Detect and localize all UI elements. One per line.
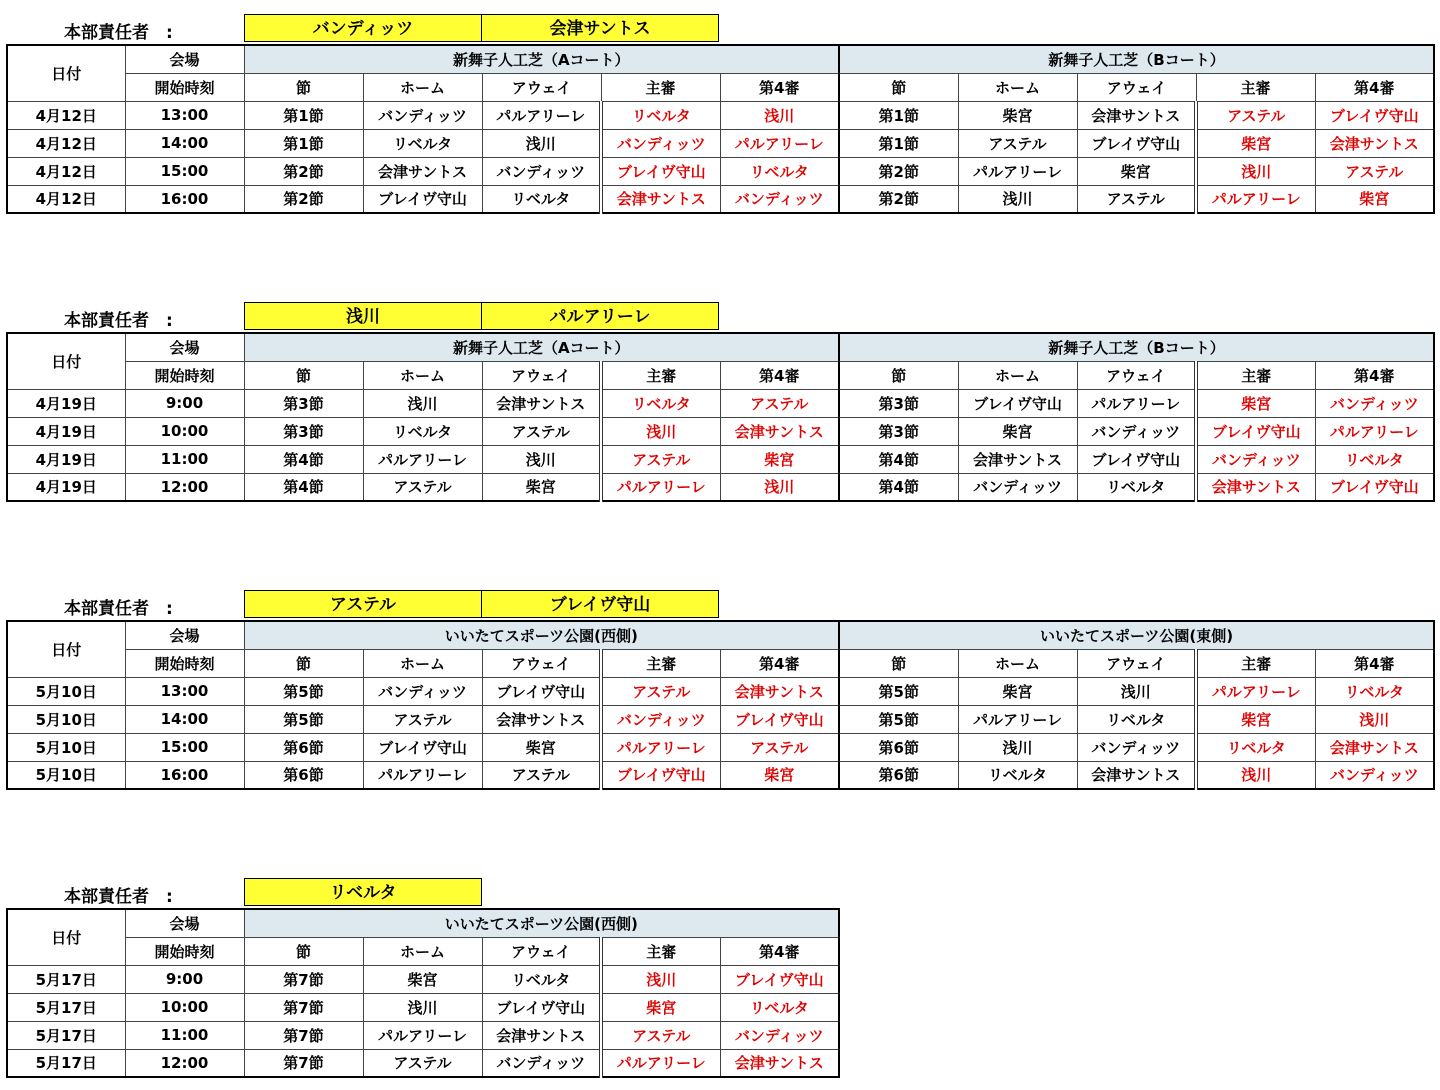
fourth-official-header: 第4審	[720, 73, 839, 101]
round-header: 節	[244, 361, 363, 389]
fourth-official-team: ブレイヴ守山	[1315, 101, 1434, 129]
schedule-table	[6, 620, 1435, 790]
fourth-official-team: リベルタ	[720, 993, 839, 1021]
match-row	[7, 1021, 839, 1049]
hq-team-box: ブレイヴ守山	[481, 590, 719, 618]
home-team: 柴宮	[958, 677, 1077, 705]
home-header: ホーム	[363, 649, 482, 677]
match-time: 14:00	[125, 129, 244, 157]
fourth-official-team: アステル	[720, 389, 839, 417]
match-date: 5月17日	[7, 993, 125, 1021]
away-header: アウェイ	[482, 73, 601, 101]
referee-team: 会津サントス	[601, 185, 720, 213]
match-time: 10:00	[125, 417, 244, 445]
schedule-table	[6, 332, 1435, 502]
referee-header: 主審	[1196, 649, 1315, 677]
home-header: ホーム	[363, 361, 482, 389]
home-team: 浅川	[363, 993, 482, 1021]
hq-label: 本部責任者 :	[64, 23, 173, 43]
hq-row	[8, 302, 1008, 332]
match-round: 第1節	[839, 129, 958, 157]
home-team: パルアリーレ	[958, 157, 1077, 185]
referee-team: アステル	[601, 445, 720, 473]
match-time: 9:00	[125, 389, 244, 417]
fourth-official-team: 浅川	[1315, 705, 1434, 733]
away-team: 会津サントス	[1077, 761, 1196, 789]
home-team: 柴宮	[958, 101, 1077, 129]
referee-team: アステル	[601, 1021, 720, 1049]
match-time: 14:00	[125, 705, 244, 733]
fourth-official-header: 第4審	[720, 937, 839, 965]
home-team: アステル	[958, 129, 1077, 157]
venue-label: 会場	[125, 621, 244, 649]
venue-name: いいたてスポーツ公園(西側)	[244, 909, 839, 937]
match-round: 第2節	[839, 157, 958, 185]
match-date: 5月10日	[7, 761, 125, 789]
fourth-official-team: ブレイヴ守山	[1315, 473, 1434, 501]
referee-team: バンディッツ	[1196, 445, 1315, 473]
referee-team: リベルタ	[601, 389, 720, 417]
time-header: 開始時刻	[125, 649, 244, 677]
referee-team: パルアリーレ	[601, 1049, 720, 1077]
hq-team-box: アステル	[244, 590, 482, 618]
hq-team-box: バンディッツ	[244, 14, 482, 42]
match-round: 第4節	[244, 445, 363, 473]
away-team: 会津サントス	[482, 705, 601, 733]
fourth-official-team: 会津サントス	[720, 677, 839, 705]
schedule-table	[6, 44, 1435, 214]
referee-team: 浅川	[601, 417, 720, 445]
home-team: リベルタ	[363, 417, 482, 445]
home-team: 会津サントス	[958, 445, 1077, 473]
hq-team-box: パルアリーレ	[481, 302, 719, 330]
away-team: 会津サントス	[1077, 101, 1196, 129]
away-team: ブレイヴ守山	[482, 993, 601, 1021]
home-team: バンディッツ	[363, 101, 482, 129]
hq-team-box: リベルタ	[244, 878, 482, 906]
match-round: 第3節	[839, 389, 958, 417]
hq-label: 本部責任者 :	[64, 887, 173, 907]
referee-team: リベルタ	[601, 101, 720, 129]
home-team: パルアリーレ	[363, 1021, 482, 1049]
fourth-official-team: 会津サントス	[720, 1049, 839, 1077]
round-header: 節	[244, 937, 363, 965]
venue-name: いいたてスポーツ公園(東側)	[839, 621, 1434, 649]
match-round: 第7節	[244, 1049, 363, 1077]
away-team: ブレイヴ守山	[482, 677, 601, 705]
match-round: 第7節	[244, 965, 363, 993]
referee-team: 浅川	[601, 965, 720, 993]
home-team: 浅川	[363, 389, 482, 417]
date-header: 日付	[7, 45, 125, 101]
match-date: 5月17日	[7, 1021, 125, 1049]
match-round: 第6節	[839, 733, 958, 761]
fourth-official-team: 会津サントス	[720, 417, 839, 445]
referee-team: ブレイヴ守山	[601, 761, 720, 789]
date-header: 日付	[7, 909, 125, 965]
referee-team: 浅川	[1196, 157, 1315, 185]
match-date: 5月10日	[7, 705, 125, 733]
referee-team: 柴宮	[601, 993, 720, 1021]
date-header: 日付	[7, 621, 125, 677]
time-header: 開始時刻	[125, 937, 244, 965]
away-team: 浅川	[1077, 677, 1196, 705]
match-round: 第4節	[244, 473, 363, 501]
match-round: 第6節	[244, 761, 363, 789]
match-row	[7, 1049, 839, 1077]
venue-label: 会場	[125, 909, 244, 937]
referee-team: 柴宮	[1196, 705, 1315, 733]
round-header: 節	[244, 73, 363, 101]
match-round: 第3節	[244, 417, 363, 445]
fourth-official-header: 第4審	[1315, 649, 1434, 677]
away-team: バンディッツ	[482, 157, 601, 185]
fourth-official-team: パルアリーレ	[720, 129, 839, 157]
match-round: 第5節	[839, 677, 958, 705]
fourth-official-team: リベルタ	[1315, 677, 1434, 705]
away-header: アウェイ	[1077, 361, 1196, 389]
match-time: 10:00	[125, 993, 244, 1021]
home-team: 会津サントス	[363, 157, 482, 185]
hq-label: 本部責任者 :	[64, 311, 173, 331]
fourth-official-header: 第4審	[1315, 73, 1434, 101]
date-header: 日付	[7, 333, 125, 389]
match-time: 12:00	[125, 473, 244, 501]
time-header: 開始時刻	[125, 73, 244, 101]
time-header: 開始時刻	[125, 361, 244, 389]
venue-label: 会場	[125, 45, 244, 73]
match-round: 第6節	[244, 733, 363, 761]
match-round: 第6節	[839, 761, 958, 789]
away-header: アウェイ	[482, 937, 601, 965]
fourth-official-team: バンディッツ	[720, 1021, 839, 1049]
referee-header: 主審	[1196, 361, 1315, 389]
referee-team: パルアリーレ	[1196, 185, 1315, 213]
match-time: 11:00	[125, 1021, 244, 1049]
away-header: アウェイ	[1077, 649, 1196, 677]
referee-team: バンディッツ	[601, 705, 720, 733]
fourth-official-team: 会津サントス	[1315, 129, 1434, 157]
match-round: 第2節	[244, 185, 363, 213]
referee-header: 主審	[601, 73, 720, 101]
match-row	[7, 157, 1434, 185]
match-date: 4月12日	[7, 157, 125, 185]
fourth-official-team: ブレイヴ守山	[720, 705, 839, 733]
fourth-official-team: リベルタ	[720, 157, 839, 185]
away-team: 浅川	[482, 129, 601, 157]
match-row	[7, 965, 839, 993]
away-header: アウェイ	[482, 649, 601, 677]
home-team: 柴宮	[363, 965, 482, 993]
fourth-official-team: 会津サントス	[1315, 733, 1434, 761]
home-team: バンディッツ	[958, 473, 1077, 501]
fourth-official-team: アステル	[720, 733, 839, 761]
fourth-official-team: 浅川	[720, 473, 839, 501]
home-header: ホーム	[958, 649, 1077, 677]
fourth-official-team: 柴宮	[1315, 185, 1434, 213]
match-round: 第5節	[839, 705, 958, 733]
home-header: ホーム	[958, 73, 1077, 101]
match-round: 第4節	[839, 473, 958, 501]
referee-team: アステル	[1196, 101, 1315, 129]
away-team: アステル	[482, 761, 601, 789]
away-team: リベルタ	[1077, 473, 1196, 501]
match-time: 13:00	[125, 101, 244, 129]
away-team: 柴宮	[482, 473, 601, 501]
match-round: 第2節	[839, 185, 958, 213]
match-date: 4月19日	[7, 417, 125, 445]
match-time: 12:00	[125, 1049, 244, 1077]
round-header: 節	[244, 649, 363, 677]
venue-label: 会場	[125, 333, 244, 361]
match-date: 4月19日	[7, 473, 125, 501]
referee-team: 柴宮	[1196, 129, 1315, 157]
match-time: 13:00	[125, 677, 244, 705]
match-time: 15:00	[125, 733, 244, 761]
match-round: 第3節	[244, 389, 363, 417]
match-date: 5月10日	[7, 733, 125, 761]
match-row	[7, 993, 839, 1021]
home-header: ホーム	[363, 937, 482, 965]
venue-name: 新舞子人工芝（Aコート）	[244, 45, 839, 73]
match-row	[7, 101, 1434, 129]
referee-team: アステル	[601, 677, 720, 705]
home-team: ブレイヴ守山	[363, 185, 482, 213]
referee-team: リベルタ	[1196, 733, 1315, 761]
fourth-official-team: アステル	[1315, 157, 1434, 185]
home-team: パルアリーレ	[363, 445, 482, 473]
home-team: アステル	[363, 1049, 482, 1077]
fourth-official-header: 第4審	[720, 649, 839, 677]
match-time: 16:00	[125, 761, 244, 789]
hq-row	[8, 590, 1008, 620]
hq-team-box: 会津サントス	[481, 14, 719, 42]
away-team: ブレイヴ守山	[1077, 129, 1196, 157]
away-team: 浅川	[482, 445, 601, 473]
match-date: 4月19日	[7, 445, 125, 473]
away-team: 会津サントス	[482, 1021, 601, 1049]
match-round: 第1節	[244, 129, 363, 157]
round-header: 節	[839, 649, 958, 677]
away-team: バンディッツ	[1077, 733, 1196, 761]
match-time: 15:00	[125, 157, 244, 185]
away-team: バンディッツ	[1077, 417, 1196, 445]
away-team: リベルタ	[482, 185, 601, 213]
referee-team: 柴宮	[1196, 389, 1315, 417]
hq-row	[8, 14, 1008, 44]
home-header: ホーム	[958, 361, 1077, 389]
away-team: アステル	[1077, 185, 1196, 213]
referee-header: 主審	[1196, 73, 1315, 101]
match-date: 4月19日	[7, 389, 125, 417]
away-header: アウェイ	[1077, 73, 1196, 101]
home-team: ブレイヴ守山	[363, 733, 482, 761]
home-team: バンディッツ	[363, 677, 482, 705]
venue-name: いいたてスポーツ公園(西側)	[244, 621, 839, 649]
match-round: 第1節	[839, 101, 958, 129]
fourth-official-team: バンディッツ	[720, 185, 839, 213]
referee-team: ブレイヴ守山	[601, 157, 720, 185]
match-round: 第5節	[244, 705, 363, 733]
home-team: ブレイヴ守山	[958, 389, 1077, 417]
match-row	[7, 417, 1434, 445]
referee-team: バンディッツ	[601, 129, 720, 157]
fourth-official-team: 柴宮	[720, 761, 839, 789]
hq-label: 本部責任者 :	[64, 599, 173, 619]
match-date: 4月12日	[7, 129, 125, 157]
match-round: 第7節	[244, 1021, 363, 1049]
away-team: 柴宮	[1077, 157, 1196, 185]
away-team: リベルタ	[1077, 705, 1196, 733]
match-row	[7, 705, 1434, 733]
home-team: リベルタ	[363, 129, 482, 157]
fourth-official-team: バンディッツ	[1315, 761, 1434, 789]
referee-team: ブレイヴ守山	[1196, 417, 1315, 445]
match-date: 5月17日	[7, 1049, 125, 1077]
round-header: 節	[839, 361, 958, 389]
round-header: 節	[839, 73, 958, 101]
away-team: リベルタ	[482, 965, 601, 993]
hq-row	[8, 878, 1008, 908]
match-row	[7, 389, 1434, 417]
match-date: 4月12日	[7, 185, 125, 213]
home-team: パルアリーレ	[363, 761, 482, 789]
match-row	[7, 473, 1434, 501]
fourth-official-team: リベルタ	[1315, 445, 1434, 473]
match-date: 5月10日	[7, 677, 125, 705]
match-row	[7, 185, 1434, 213]
match-row	[7, 677, 1434, 705]
home-team: アステル	[363, 473, 482, 501]
away-team: 会津サントス	[482, 389, 601, 417]
fourth-official-team: ブレイヴ守山	[720, 965, 839, 993]
hq-team-box: 浅川	[244, 302, 482, 330]
match-date: 4月12日	[7, 101, 125, 129]
referee-team: パルアリーレ	[601, 733, 720, 761]
referee-header: 主審	[601, 361, 720, 389]
fourth-official-team: 浅川	[720, 101, 839, 129]
away-team: パルアリーレ	[482, 101, 601, 129]
away-team: バンディッツ	[482, 1049, 601, 1077]
home-team: 浅川	[958, 185, 1077, 213]
home-team: リベルタ	[958, 761, 1077, 789]
match-row	[7, 445, 1434, 473]
referee-header: 主審	[601, 937, 720, 965]
match-round: 第1節	[244, 101, 363, 129]
match-round: 第5節	[244, 677, 363, 705]
home-team: アステル	[363, 705, 482, 733]
referee-team: 会津サントス	[1196, 473, 1315, 501]
referee-header: 主審	[601, 649, 720, 677]
match-round: 第3節	[839, 417, 958, 445]
fourth-official-header: 第4審	[1315, 361, 1434, 389]
fourth-official-team: バンディッツ	[1315, 389, 1434, 417]
match-round: 第4節	[839, 445, 958, 473]
venue-name: 新舞子人工芝（Aコート）	[244, 333, 839, 361]
fourth-official-team: パルアリーレ	[1315, 417, 1434, 445]
match-date: 5月17日	[7, 965, 125, 993]
match-row	[7, 733, 1434, 761]
match-time: 16:00	[125, 185, 244, 213]
home-team: パルアリーレ	[958, 705, 1077, 733]
match-round: 第7節	[244, 993, 363, 1021]
away-team: 柴宮	[482, 733, 601, 761]
venue-name: 新舞子人工芝（Bコート）	[839, 333, 1434, 361]
away-team: アステル	[482, 417, 601, 445]
referee-team: パルアリーレ	[1196, 677, 1315, 705]
match-row	[7, 761, 1434, 789]
fourth-official-team: 柴宮	[720, 445, 839, 473]
home-header: ホーム	[363, 73, 482, 101]
match-round: 第2節	[244, 157, 363, 185]
away-team: ブレイヴ守山	[1077, 445, 1196, 473]
fourth-official-header: 第4審	[720, 361, 839, 389]
away-team: パルアリーレ	[1077, 389, 1196, 417]
match-time: 11:00	[125, 445, 244, 473]
referee-team: 浅川	[1196, 761, 1315, 789]
venue-name: 新舞子人工芝（Bコート）	[839, 45, 1434, 73]
home-team: 柴宮	[958, 417, 1077, 445]
match-row	[7, 129, 1434, 157]
referee-team: パルアリーレ	[601, 473, 720, 501]
match-time: 9:00	[125, 965, 244, 993]
away-header: アウェイ	[482, 361, 601, 389]
schedule-table	[6, 908, 840, 1078]
home-team: 浅川	[958, 733, 1077, 761]
